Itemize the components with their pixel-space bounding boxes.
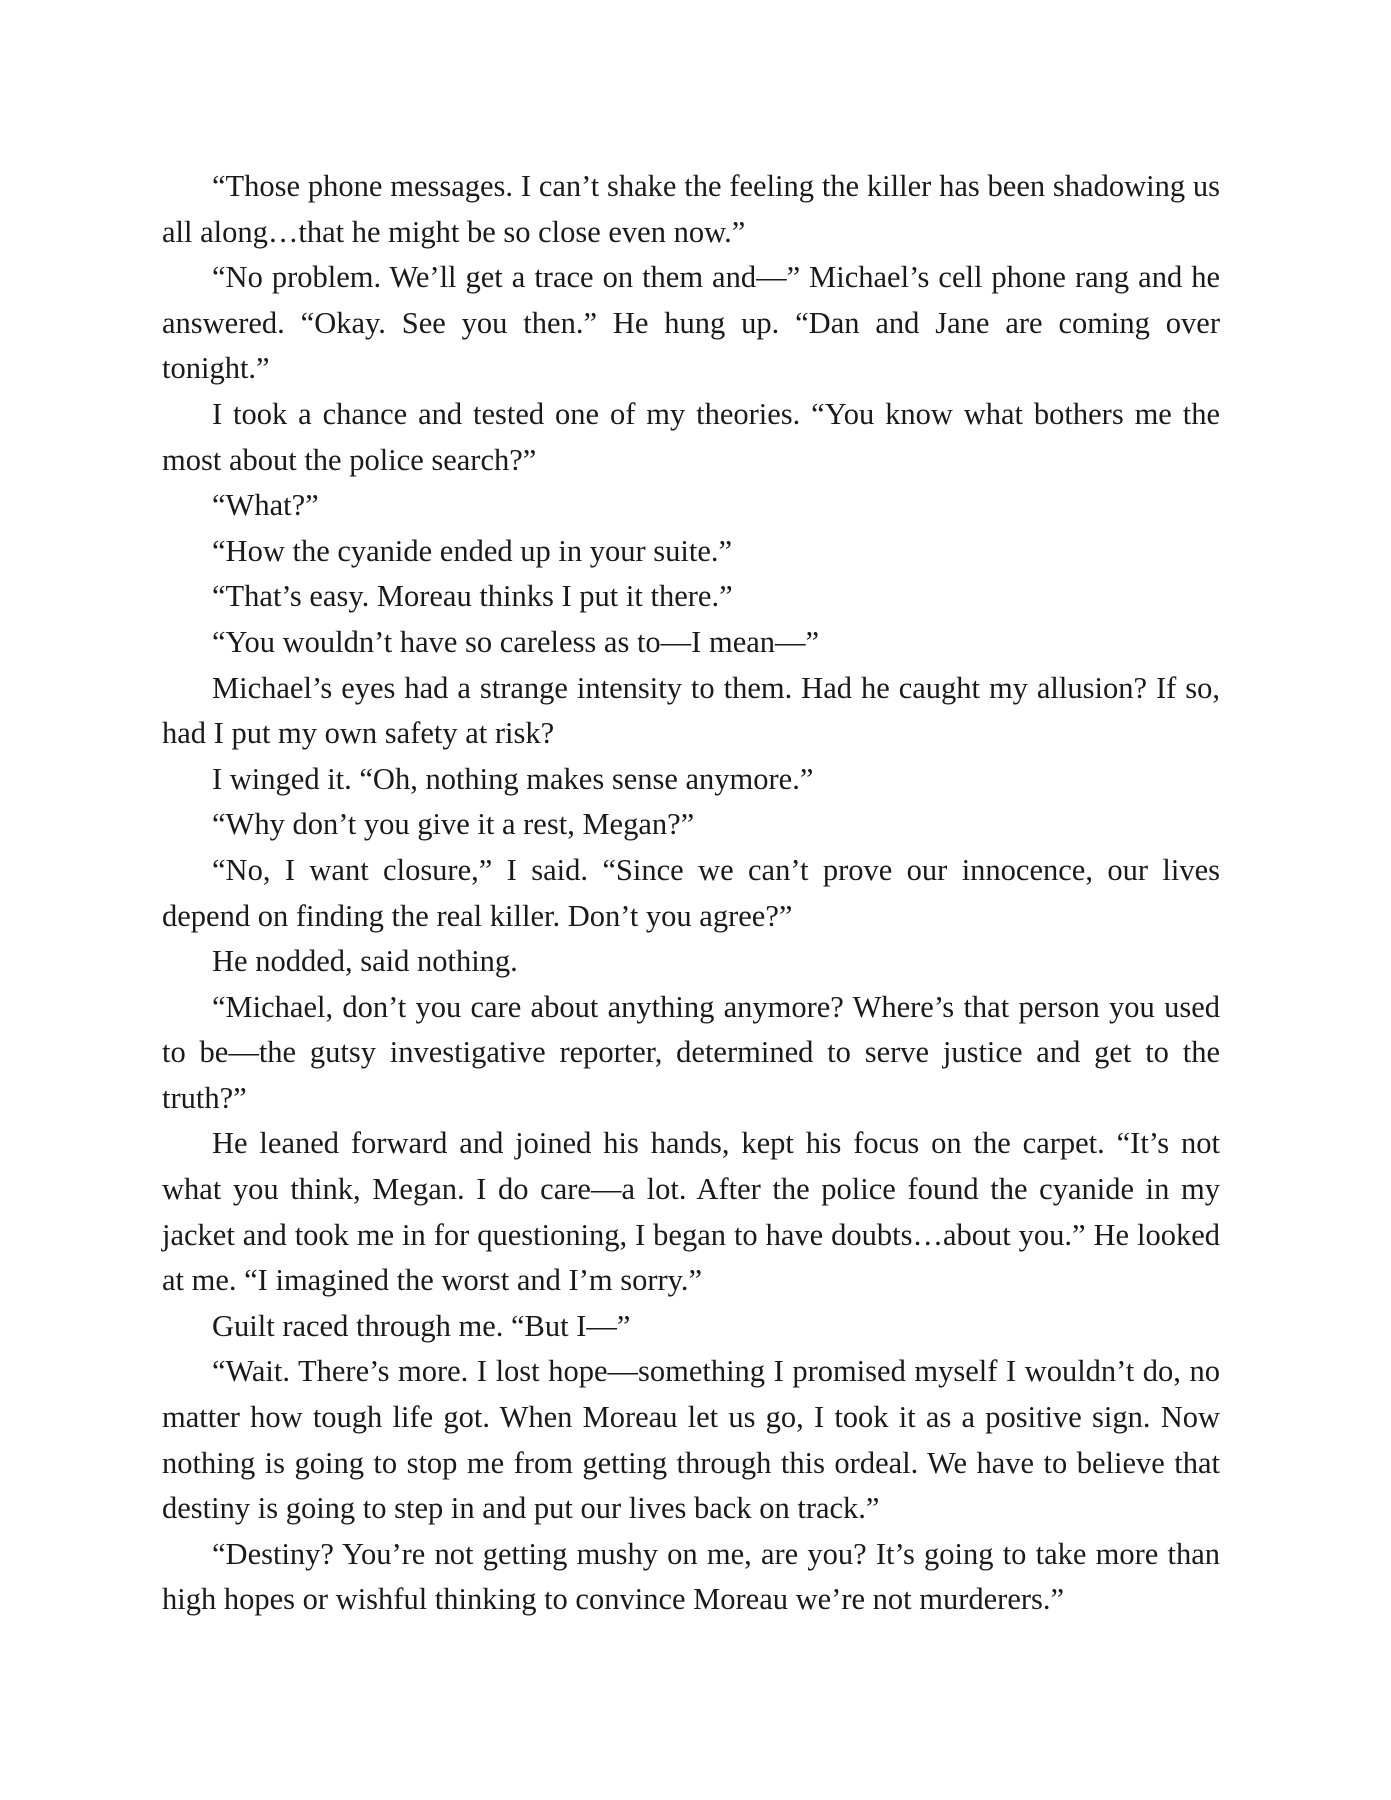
paragraph: I winged it. “Oh, nothing makes sense anymore.” bbox=[212, 761, 814, 796]
paragraph: He leaned forward and joined his hands, kept his focus on the carpet. “It’s not what you think, Megan. I do care—a lot. After the police found the cyanide in my jacket and took me in for questioning, I began to have doubts…about you.” He looked at me. “I imagined the worst and I’m sorry.” bbox=[162, 1126, 1220, 1298]
paragraph: “What?” bbox=[212, 488, 319, 523]
paragraph: Guilt raced through me. “But I—” bbox=[212, 1308, 631, 1343]
paragraph: “Those phone messages. I can’t shake the feeling the killer has been shadowing us all along…that he might be so close even now.” bbox=[162, 169, 1220, 249]
page-body-text bbox=[162, 164, 1220, 1623]
paragraph: “No, I want closure,” I said. “Since we can’t prove our innocence, our lives depend on finding the real killer. Don’t you agree?” bbox=[162, 852, 1220, 933]
paragraph: “Why don’t you give it a rest, Megan?” bbox=[212, 807, 695, 842]
paragraph: “How the cyanide ended up in your suite.” bbox=[212, 533, 733, 568]
paragraph: “Michael, don’t you care about anything anymore? Where’s that person you used to be—the gutsy investigative reporter, determined to serve justice and get to the truth?” bbox=[162, 989, 1220, 1115]
paragraph: “Wait. There’s more. I lost hope—something I promised myself I wouldn’t do, no matter how tough life got. When Moreau let us go, I took it as a positive sign. Now nothing is going to stop me from getting through this ordeal. We have to believe that destiny is going to step in and put our lives back on track.” bbox=[162, 1354, 1220, 1526]
paragraph: He nodded, said nothing. bbox=[212, 944, 518, 979]
paragraph: “You wouldn’t have so careless as to—I mean—” bbox=[212, 624, 820, 659]
paragraph: “That’s easy. Moreau thinks I put it there.” bbox=[212, 579, 733, 614]
paragraph: Michael’s eyes had a strange intensity to them. Had he caught my allusion? If so, had I put my own safety at risk? bbox=[162, 670, 1220, 751]
paragraph: “No problem. We’ll get a trace on them and—” Michael’s cell phone rang and he answered. “Okay. See you then.” He hung up. “Dan and Jane are coming over tonight.” bbox=[162, 260, 1220, 386]
paragraph: “Destiny? You’re not getting mushy on me, are you? It’s going to take more than high hopes or wishful thinking to convince Moreau we’re not murderers.” bbox=[162, 1536, 1220, 1617]
paragraph: I took a chance and tested one of my theories. “You know what bothers me the most about the police search?” bbox=[162, 396, 1220, 477]
